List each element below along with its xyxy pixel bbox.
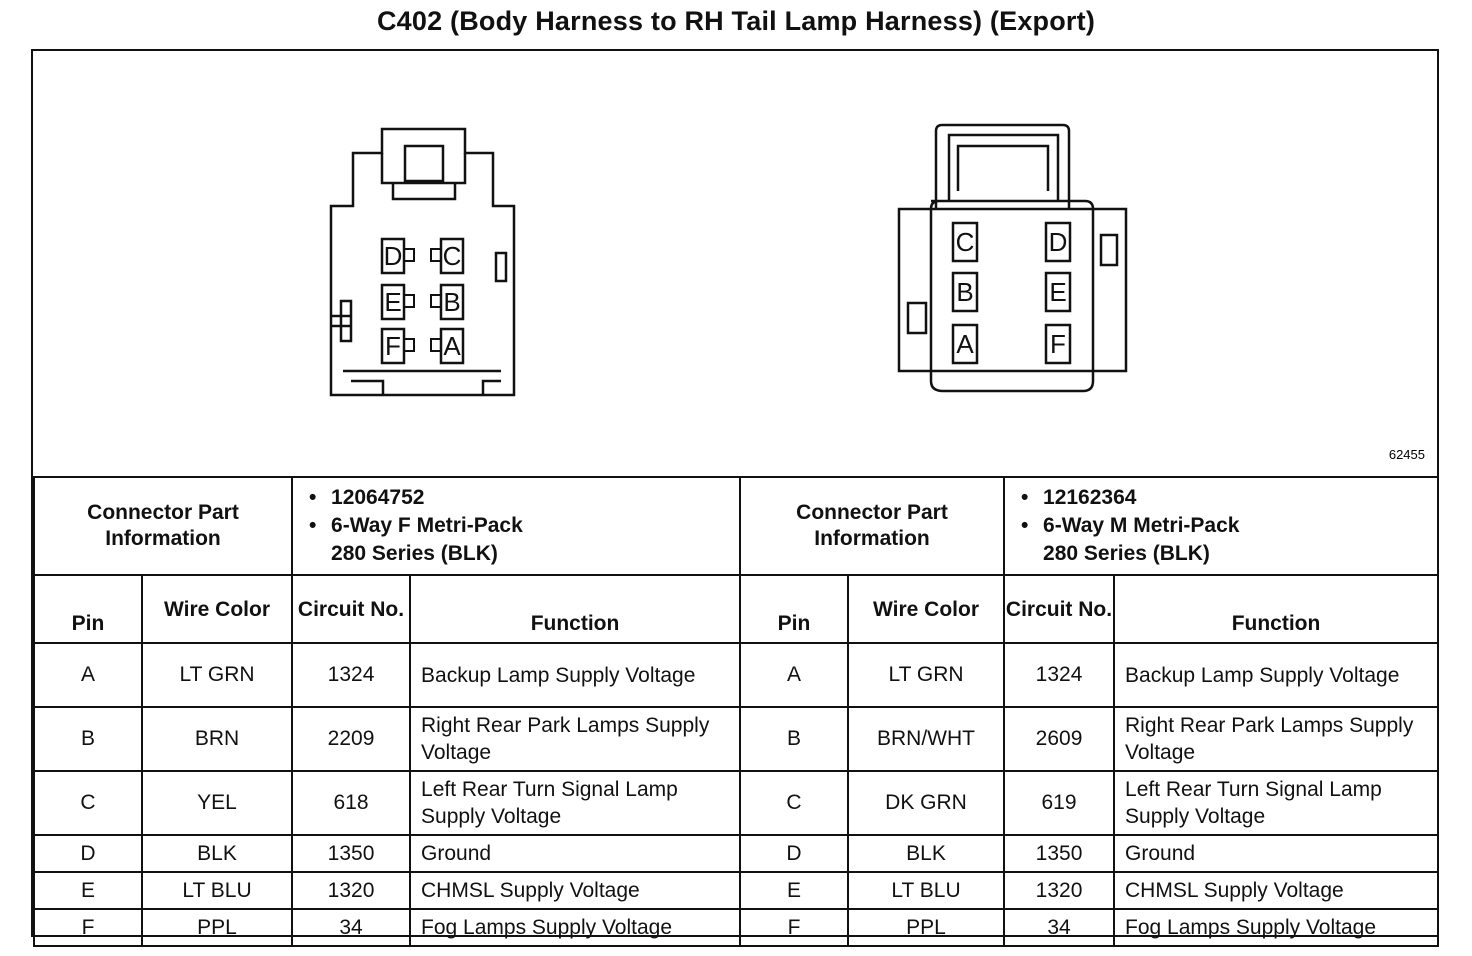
cavity-A	[441, 329, 463, 363]
circuit-cell: 618	[292, 771, 410, 835]
function-cell: Ground	[1114, 835, 1438, 872]
circuit-cell: 1350	[1004, 835, 1114, 872]
connector-drawings	[33, 51, 1437, 476]
svg-text:E: E	[1049, 277, 1067, 307]
cavity-C	[953, 223, 977, 261]
part-description-line2: 280 Series (BLK)	[1043, 542, 1210, 565]
function-cell: Fog Lamps Supply Voltage	[410, 909, 740, 946]
pin-cell: D	[740, 835, 848, 872]
circuit-cell: 34	[1004, 909, 1114, 946]
wire-color-cell: LT GRN	[142, 643, 292, 707]
connector-part-info-label: Connector Part Information	[34, 477, 292, 575]
female-connector-drawing	[331, 129, 514, 395]
table-row	[34, 835, 740, 872]
wire-color-cell: DK GRN	[848, 771, 1004, 835]
part-description-line1: • 6-Way M Metri-Pack	[1043, 512, 1437, 540]
function-cell: CHMSL Supply Voltage	[1114, 872, 1438, 909]
circuit-cell: 1320	[292, 872, 410, 909]
figure-id: 62455	[1388, 447, 1425, 462]
male-cavities	[953, 223, 1070, 363]
svg-text:F: F	[385, 331, 401, 361]
pin-cell: B	[34, 707, 142, 771]
cavity-D	[382, 239, 404, 273]
function-cell: Backup Lamp Supply Voltage	[410, 643, 740, 707]
male-connector-drawing	[899, 125, 1126, 391]
table-row	[740, 909, 1438, 946]
wire-color-cell: PPL	[848, 909, 1004, 946]
connector-part-details	[1004, 477, 1438, 575]
wire-color-cell: PPL	[142, 909, 292, 946]
cavity-B	[953, 273, 977, 311]
wire-color-cell: LT BLU	[848, 872, 1004, 909]
pin-cell: C	[34, 771, 142, 835]
cavity-latch	[431, 339, 441, 351]
pin-cell: D	[34, 835, 142, 872]
cavity-F	[1046, 325, 1070, 363]
table-row	[34, 707, 740, 771]
table-row	[34, 643, 740, 707]
function-cell: Left Rear Turn Signal Lamp Supply Voltage	[410, 771, 740, 835]
svg-text:B: B	[956, 277, 974, 307]
connector-part-details	[292, 477, 740, 575]
table-row	[740, 771, 1438, 835]
pin-cell: A	[740, 643, 848, 707]
circuit-header: Circuit No.	[1004, 575, 1114, 643]
cavity-A	[953, 325, 977, 363]
wire-color-cell: YEL	[142, 771, 292, 835]
wire-color-cell: BRN	[142, 707, 292, 771]
female-connector-table	[33, 476, 741, 947]
circuit-cell: 34	[292, 909, 410, 946]
table-row	[740, 707, 1438, 771]
cavity-E	[382, 285, 404, 319]
circuit-cell: 619	[1004, 771, 1114, 835]
circuit-cell: 1324	[292, 643, 410, 707]
function-cell: Backup Lamp Supply Voltage	[1114, 643, 1438, 707]
table-row	[34, 909, 740, 946]
cavity-B	[441, 285, 463, 319]
pin-cell: B	[740, 707, 848, 771]
circuit-cell: 2209	[292, 707, 410, 771]
svg-text:E: E	[384, 287, 402, 317]
circuit-header: Circuit No.	[292, 575, 410, 643]
male-connector-table	[739, 476, 1439, 947]
table-row	[34, 771, 740, 835]
circuit-cell: 1320	[1004, 872, 1114, 909]
table-row	[740, 643, 1438, 707]
pin-cell: F	[740, 909, 848, 946]
pin-cell: F	[34, 909, 142, 946]
pin-header: Pin	[34, 575, 142, 643]
cavity-C	[441, 239, 463, 273]
pin-header: Pin	[740, 575, 848, 643]
wire-color-header: Wire Color	[142, 575, 292, 643]
part-description-line2: 280 Series (BLK)	[331, 542, 498, 565]
cavity-E	[1046, 273, 1070, 311]
table-row	[740, 872, 1438, 909]
connector-drawing-svg	[33, 51, 1437, 476]
part-number: • 12064752	[331, 484, 739, 512]
pin-cell: E	[34, 872, 142, 909]
function-cell: Right Rear Park Lamps Supply Voltage	[1114, 707, 1438, 771]
female-cavities	[382, 239, 463, 363]
table-row	[34, 872, 740, 909]
diagram-frame	[31, 49, 1439, 937]
table-row	[740, 835, 1438, 872]
circuit-cell: 2609	[1004, 707, 1114, 771]
svg-text:F: F	[1050, 329, 1066, 359]
function-header: Function	[410, 575, 740, 643]
function-cell: Ground	[410, 835, 740, 872]
svg-text:B: B	[443, 287, 461, 317]
connector-part-info-label: Connector Part Information	[740, 477, 1004, 575]
pin-cell: C	[740, 771, 848, 835]
function-cell: Left Rear Turn Signal Lamp Supply Voltage	[1114, 771, 1438, 835]
cavity-latch	[404, 295, 414, 307]
function-cell: Right Rear Park Lamps Supply Voltage	[410, 707, 740, 771]
circuit-cell: 1350	[292, 835, 410, 872]
cavity-F	[382, 329, 404, 363]
svg-text:A: A	[443, 331, 461, 361]
cavity-latch	[431, 249, 441, 261]
svg-text:A: A	[956, 329, 974, 359]
cavity-latch	[404, 249, 414, 261]
cavity-D	[1046, 223, 1070, 261]
svg-text:C: C	[442, 241, 462, 271]
wire-color-cell: LT GRN	[848, 643, 1004, 707]
cavity-latch	[404, 339, 414, 351]
function-header: Function	[1114, 575, 1438, 643]
function-cell: Fog Lamps Supply Voltage	[1114, 909, 1438, 946]
pin-cell: E	[740, 872, 848, 909]
wire-color-cell: BRN/WHT	[848, 707, 1004, 771]
wire-color-cell: LT BLU	[142, 872, 292, 909]
svg-text:D: D	[383, 241, 403, 271]
diagram-title: C402 (Body Harness to RH Tail Lamp Harness) (Export)	[376, 6, 1096, 36]
part-number: • 12162364	[1043, 484, 1437, 512]
wire-color-cell: BLK	[848, 835, 1004, 872]
svg-text:D: D	[1048, 227, 1068, 257]
circuit-cell: 1324	[1004, 643, 1114, 707]
cavity-latch	[431, 295, 441, 307]
part-description-line1: • 6-Way F Metri-Pack	[331, 512, 739, 540]
svg-text:C: C	[955, 227, 975, 257]
pin-cell: A	[34, 643, 142, 707]
wire-color-cell: BLK	[142, 835, 292, 872]
function-cell: CHMSL Supply Voltage	[410, 872, 740, 909]
wire-color-header: Wire Color	[848, 575, 1004, 643]
